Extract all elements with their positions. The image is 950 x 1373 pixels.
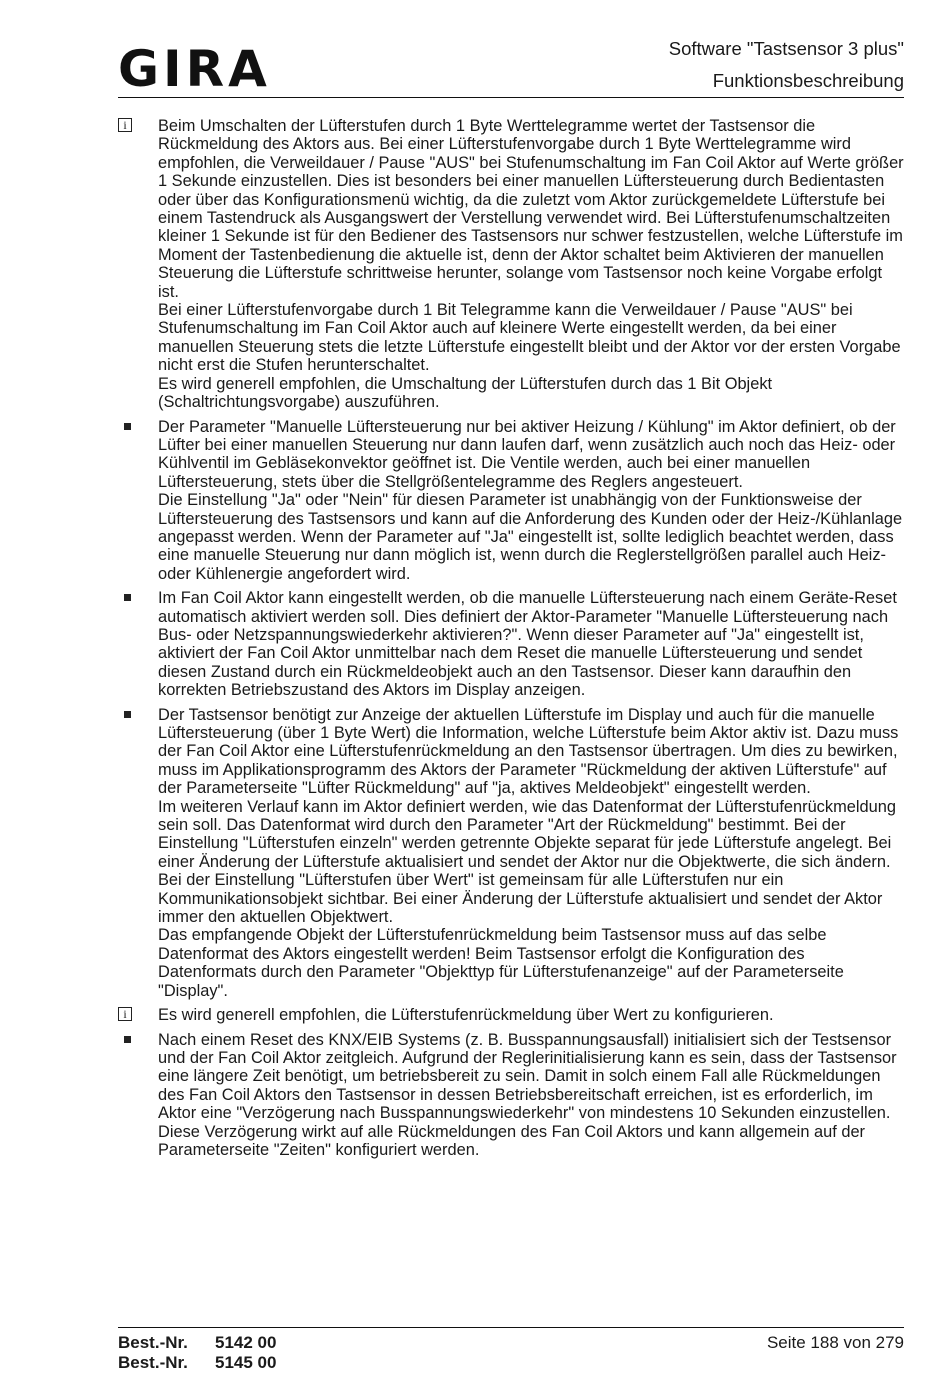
order-label: Best.-Nr.: [118, 1353, 188, 1372]
document-title: Software "Tastsensor 3 plus": [668, 38, 904, 59]
footer-divider: [118, 1327, 904, 1328]
gira-logo: GIRA: [118, 40, 271, 98]
square-bullet-icon: [124, 1036, 131, 1043]
bullet-item: [118, 589, 904, 699]
paragraph: Der Tastsensor benötigt zur Anzeige der aktuellen Lüfterstufe im Display und auch für die manuelle Lüftersteuerung (über 1 Byte Wert) die Information, welche Lüfterstufe beim Aktor aktiv ist. Dazu muss der Fan Coil Aktor eine Lüfterstufenrückmeldung an den Tastsensor übertragen. Um dies zu bewirken, muss im Applikationsprogramm des Aktors der Parameter "Rückmeldung der aktiven Lüfterstufe" auf der Parameterseite "Lüfter Rückmeldung" auf "ja, aktives Meldeobjekt" eingestellt werden.: [158, 705, 899, 798]
square-bullet-icon: [124, 594, 131, 601]
bullet-item: [118, 418, 904, 584]
order-number: 5145 00: [215, 1353, 277, 1372]
paragraph: Nach einem Reset des KNX/EIB Systems (z. B. Busspannungsausfall) initialisiert sich der Testsensor und der Fan Coil Aktor zeitgleich. Aufgrund der Reglerinitialisierung kann es sein, dass der Tastsensor eine längere Zeit benötigt, um betriebsbereit zu sein. Damit in solch einem Fall alle Rückmeldungen des Fan Coil Aktors den Tastsensor in dessen Betriebsbereitschaft erreichen, ist es erforderlich, im Aktor eine "Verzögerung nach Busspannungswiederkehr" von mindestens 10 Sekunden einzustellen. Diese Verzögerung wirkt auf alle Rückmeldungen des Fan Coil Aktors und kann allgemein auf der Parameterseite "Zeiten" konfiguriert werden.: [158, 1030, 897, 1159]
paragraph: Im weiteren Verlauf kann im Aktor definiert werden, wie das Datenformat der Lüfterstufenrückmeldung sein soll. Das Datenformat wird durch den Parameter "Art der Rückmeldung" bestimmt. Bei der Einstellung "Lüfterstufen einzeln" werden getrennte Objekte separat für jede Lüfterstufe angelegt. Bei einer Änderung der Lüfterstufe aktualisiert und sendet der Aktor nur die Objektwerte, die sich ändern. Bei der Einstellung "Lüfterstufen über Wert" ist gemeinsam für alle Lüfterstufen nur ein Kommunikationsobjekt sichtbar. Bei einer Änderung der Lüfterstufe aktualisiert und sendet der Aktor immer den aktuellen Objektwert.: [158, 797, 896, 927]
order-label: Best.-Nr.: [118, 1333, 188, 1352]
header-divider: [118, 97, 904, 98]
paragraph: Beim Umschalten der Lüfterstufen durch 1 Byte Werttelegramme wertet der Tastsensor die Rückmeldung des Aktors aus. Bei einer Lüfterstufenvorgabe durch 1 Byte Werttelegramme wird empfohlen, die Verweildauer / Pause "AUS" bei Stufenumschaltung im Fan Coil Aktor auf Werte größer 1 Sekunde einzustellen. Dies ist besonders bei einer manuellen Lüftersteuerung durch Bedientasten oder über das Konfigurationsmenü wichtig, da die zuletzt vom Aktor zurückgemeldete Lüfterstufe bei einem Tastendruck als Ausgangswert der Verstellung verwendet wird. Bei Lüfterstufenumschaltzeiten kleiner 1 Sekunde ist für den Bediener des Tastsensors nur schwer festzustellen, welche Lüfterstufe im Moment der Tastenbedienung die aktuelle ist, denn der Aktor schaltet beim Aktivieren der manuellen Steuerung die Lüfterstufe schrittweise herunter, solange vom Tastsensor noch keine Vorgabe erfolgt ist.: [158, 117, 904, 301]
order-numbers: [118, 1333, 276, 1373]
paragraph: Der Parameter "Manuelle Lüftersteuerung nur bei aktiver Heizung / Kühlung" im Aktor definiert, ob der Lüfter bei einer manuellen Steuerung nur dann laufen darf, wenn zusätzlich auch noch das Heiz- oder Kühlventil im Gebläsekonvektor geöffnet ist. Die Ventile werden, auch bei einer manuellen Lüftersteuerung, stets über die Stellgrößentelegramme des Reglers angesteuert.: [158, 417, 896, 491]
paragraph: Im Fan Coil Aktor kann eingestellt werden, ob die manuelle Lüftersteuerung nach einem Geräte-Reset automatisch aktiviert werden soll. Dies definiert der Aktor-Parameter "Manuelle Lüftersteuerung nach Bus- oder Netzspannungswiederkehr aktivieren?". Wenn dieser Parameter auf "Ja" eingestellt ist, aktiviert der Fan Coil Aktor unmittelbar nach dem Reset die manuelle Lüftersteuerung und sendet diesen Zustand durch ein Rückmeldeobjekt auch an den Tastsensor. Dieser kann daraufhin den korrekten Betriebszustand des Aktors im Display anzeigen.: [158, 589, 897, 700]
paragraph: Es wird generell empfohlen, die Lüfterstufenrückmeldung über Wert zu konfigurieren.: [158, 1006, 774, 1025]
info-box-icon: i: [118, 118, 132, 132]
order-number: 5142 00: [215, 1333, 277, 1352]
page-number: Seite 188 von 279: [766, 1333, 904, 1352]
document-body: [118, 117, 904, 1165]
bullet-item: [118, 1031, 904, 1160]
paragraph: Bei einer Lüfterstufenvorgabe durch 1 Bit Telegramme kann die Verweildauer / Pause "AUS" bei Stufenumschaltung im Fan Coil Aktor auch auf kleinere Werte eingestellt werden, da bei einer manuellen Steuerung stets die letzte Lüfterstufe eingestellt bleibt und der Aktor vor der ersten Vorgabe nicht erst die Stufen herunterschaltet.: [158, 301, 901, 375]
bullet-item: [118, 706, 904, 1001]
info-note: [118, 117, 904, 412]
square-bullet-icon: [124, 423, 131, 430]
square-bullet-icon: [124, 711, 131, 718]
paragraph: Die Einstellung "Ja" oder "Nein" für diesen Parameter ist unabhängig von der Funktionsweise der Lüftersteuerung des Tastsensors und kann auf die Anforderung des Kunden oder der Heiz-/Kühlanlage angepasst werden. Wenn der Parameter auf "Ja" eingestellt ist, sollte lediglich beachtet werden, dass eine manuelle Steuerung nur dann möglich ist, wenn durch die Reglerstellgrößen parallel auch Heiz- oder Kühlenergie angefordert wird.: [158, 491, 903, 583]
paragraph: Es wird generell empfohlen, die Umschaltung der Lüfterstufen durch das 1 Bit Objekt (Schaltrichtungsvorgabe) auszuführen.: [158, 374, 773, 412]
order-number-line: [118, 1333, 276, 1353]
paragraph: Das empfangende Objekt der Lüfterstufenrückmeldung beim Tastsensor muss auf das selbe Datenformat des Aktors eingestellt werden! Beim Tastsensor erfolgt die Konfiguration des Datenformats durch den Parameter "Objekttyp für Lüfterstufenanzeige" auf der Parameterseite "Display".: [158, 926, 844, 1000]
document-subtitle: Funktionsbeschreibung: [712, 70, 904, 91]
info-note: [118, 1006, 904, 1024]
order-number-line: [118, 1353, 276, 1373]
info-box-icon: i: [118, 1007, 132, 1021]
